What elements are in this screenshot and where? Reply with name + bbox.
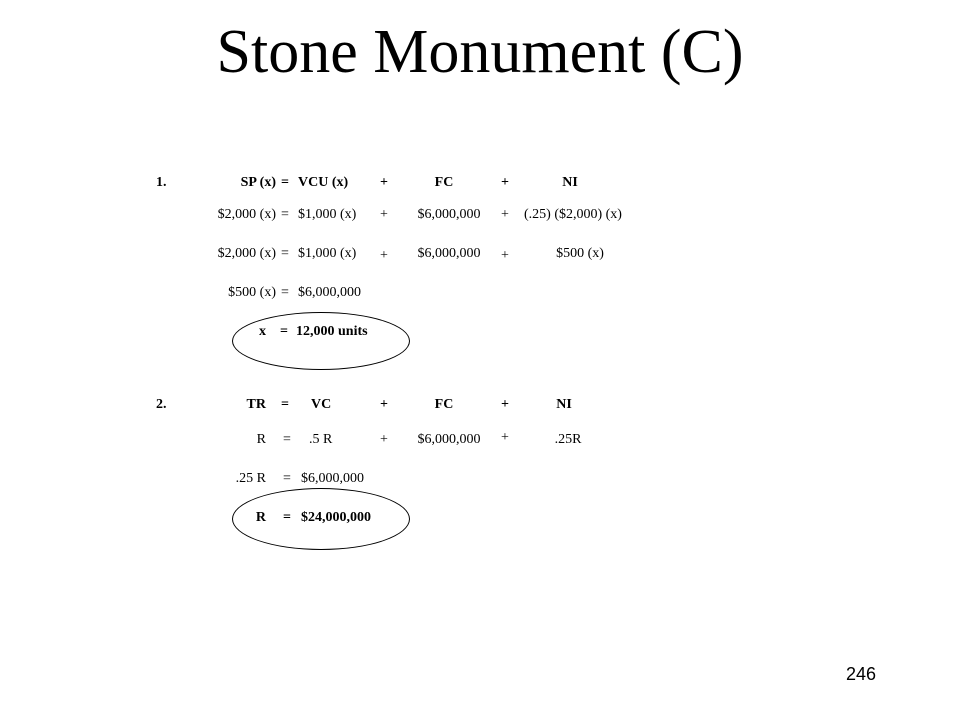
p1-header-term1: VCU (x) <box>298 175 349 190</box>
p2-header-lhs: TR <box>246 397 266 412</box>
p1-header-term3: NI <box>562 175 578 190</box>
p2-line1-term1: .5 R <box>309 432 333 447</box>
problem-1-number: 1. <box>156 175 167 190</box>
p2-line2-lhs: .25 R <box>235 471 266 486</box>
p2-line2-term1: $6,000,000 <box>301 471 364 486</box>
result-1-oval <box>232 312 410 370</box>
slide-title: Stone Monument (C) <box>216 18 744 86</box>
p1-line2-lhs: $2,000 (x) <box>217 246 276 261</box>
p1-line3-lhs: $500 (x) <box>228 285 276 300</box>
p2-line1-equals: = <box>283 432 291 447</box>
p1-header-lhs: SP (x) <box>240 175 276 190</box>
p1-line2-plus1: + <box>380 248 388 263</box>
p1-line3-term1: $6,000,000 <box>298 285 361 300</box>
p2-line1-lhs: R <box>256 432 266 447</box>
p2-header-term3: NI <box>556 397 572 412</box>
p2-line1-term2: $6,000,000 <box>417 432 481 447</box>
p1-header-term2: FC <box>434 175 454 190</box>
p1-line1-term1: $1,000 (x) <box>298 207 357 222</box>
p1-line1-lhs: $2,000 (x) <box>217 207 276 222</box>
p1-line2-term1: $1,000 (x) <box>298 246 357 261</box>
p2-line1-term3: .25R <box>554 432 582 447</box>
p2-result-equals: = <box>283 510 291 525</box>
p2-header-term1: VC <box>311 397 332 412</box>
p2-line1-plus1: + <box>380 432 388 447</box>
p2-line2-equals: = <box>283 471 291 486</box>
p1-header-equals: = <box>281 175 289 190</box>
p1-line1-plus2: + <box>501 207 509 222</box>
p1-line1-term2: $6,000,000 <box>417 207 481 222</box>
p1-line1-equals: = <box>281 207 289 222</box>
p2-header-equals: = <box>281 397 289 412</box>
p1-line2-term2: $6,000,000 <box>417 246 481 261</box>
p1-line2-plus2: + <box>501 248 509 263</box>
p1-result-equals: = <box>280 324 288 339</box>
p1-header-plus1: + <box>380 175 388 190</box>
problem-2-number: 2. <box>156 397 167 412</box>
p1-line2-term3: $500 (x) <box>556 246 604 261</box>
p1-line1-term3: (.25) ($2,000) (x) <box>524 207 622 222</box>
p1-result-value: 12,000 units <box>296 324 368 339</box>
p2-header-term2: FC <box>434 397 454 412</box>
p1-line3-equals: = <box>281 285 289 300</box>
p1-line2-equals: = <box>281 246 289 261</box>
page-number: 246 <box>845 664 876 684</box>
p2-result-value: $24,000,000 <box>301 510 371 525</box>
p1-line1-plus1: + <box>380 207 388 222</box>
p2-header-plus2: + <box>501 397 509 412</box>
p2-header-plus1: + <box>380 397 388 412</box>
p2-line1-plus2: + <box>501 430 509 445</box>
p1-header-plus2: + <box>501 175 509 190</box>
p1-result-lhs: x <box>259 324 266 339</box>
p2-result-lhs: R <box>255 510 266 525</box>
